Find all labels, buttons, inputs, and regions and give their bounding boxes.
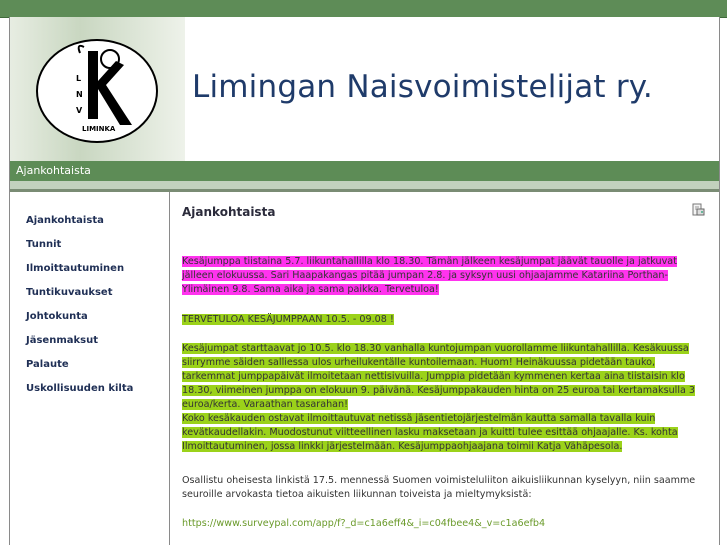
announcement-summer-text-2: Koko kesäkauden ostavat ilmoittautuvat netissä jäsentietojärjestelmän kautta samalla tavalla kuin kevätkaudellakin. Muodostunut viitteellinen lasku maksetaan ja kuitti tulee esittää ohjaajalle. Ks. kohta Ilmoittautuminen, jossa linkki järjestelmään. Kesäjumppaohjaajana toimii Katja Vähäpesola.: [182, 413, 678, 452]
announcement-welcome: [182, 313, 702, 327]
logo-letter-l: L: [76, 74, 82, 83]
survey-link[interactable]: https://www.surveypal.com/app/f?_d=c1a6eff4&_i=c04fbee4&_v=c1a6efb4: [182, 518, 546, 529]
logo-area[interactable]: [10, 17, 185, 161]
sidebar-item-ilmoittautuminen[interactable]: Ilmoittautuminen: [26, 263, 125, 274]
logo-letter-v: V: [76, 106, 83, 115]
announcement-welcome-text: TERVETULOA KESÄJUMPPAAN 10.5. - 09.08 !: [182, 314, 394, 325]
sidebar-item-tuntikuvaukset[interactable]: Tuntikuvaukset: [26, 287, 113, 298]
navbar: [10, 161, 719, 181]
announcement-summer-text-1: Kesäjumpat starttaavat jo 10.5. klo 18.30 vanhalla kuntojumpan vuorollamme liikuntahallilla. Kesäkuussa siirrymme säiden salliessa ulos urheilukentälle kuntoilemaan. Huom! Heinäkuussa pidetään tauko, tarkemmat jumppapäivät ilmoitetaan nettisivuilla. Jumppia pidetään kymmenen kertaa aina tiistaisin klo 18.30, viimeinen jumppa on elokuun 9. päivänä. Kesäjumppakauden hinta on 25 euroa tai kertamaksulla 3 euroa/kerta. Varaathan tasarahan!: [182, 343, 696, 410]
navbar-current-page[interactable]: Ajankohtaista: [16, 164, 91, 177]
sidebar: [10, 192, 169, 545]
announcement-july-text: Kesäjumppa tiistaina 5.7. liikuntahallilla klo 18.30. Tämän jälkeen kesäjumpat jäävät tauolle ja jatkuvat jälleen elokuussa. Sari Haapakangas pitää jumpan 2.8. ja syksyn uusi ohjaajamme Katariina Porthan-Ylimäinen 9.8. Sama aika ja sama paikka. Tervetuloa!: [182, 256, 677, 295]
sidebar-item-ajankohtaista[interactable]: Ajankohtaista: [26, 215, 104, 226]
sidebar-item-tunnit[interactable]: Tunnit: [26, 239, 62, 250]
print-icon[interactable]: [691, 203, 705, 217]
sidebar-item-jasenmaksut[interactable]: Jäsenmaksut: [26, 335, 98, 346]
content-title: Ajankohtaista: [182, 205, 276, 219]
site-title: Limingan Naisvoimistelijat ry.: [192, 69, 653, 105]
page: [9, 17, 720, 545]
logo-text: LIMINKA: [82, 125, 116, 133]
site-header: [10, 17, 719, 161]
announcement-summer: [182, 342, 702, 454]
survey-link-row: [182, 517, 702, 531]
logo-letter-n: N: [76, 90, 83, 99]
logo-icon: [36, 39, 158, 143]
announcement-july: [182, 255, 702, 297]
sidebar-item-palaute[interactable]: Palaute: [26, 359, 69, 370]
sidebar-item-johtokunta[interactable]: Johtokunta: [26, 311, 88, 322]
top-bar: [0, 0, 727, 18]
sidebar-menu: [26, 214, 133, 406]
survey-paragraph: [182, 474, 702, 502]
sidebar-divider: [169, 192, 170, 545]
survey-text: Osallistu oheisesta linkistä 17.5. mennessä Suomen voimisteluliiton aikuisliikunnan kyselyyn, niin saamme seuroille arvokasta tietoa aikuisten liikunnan toiveista ja mieltymyksistä:: [182, 475, 696, 500]
sidebar-item-uskollisuuden-kilta[interactable]: Uskollisuuden kilta: [26, 383, 134, 394]
main-content: [182, 192, 712, 545]
